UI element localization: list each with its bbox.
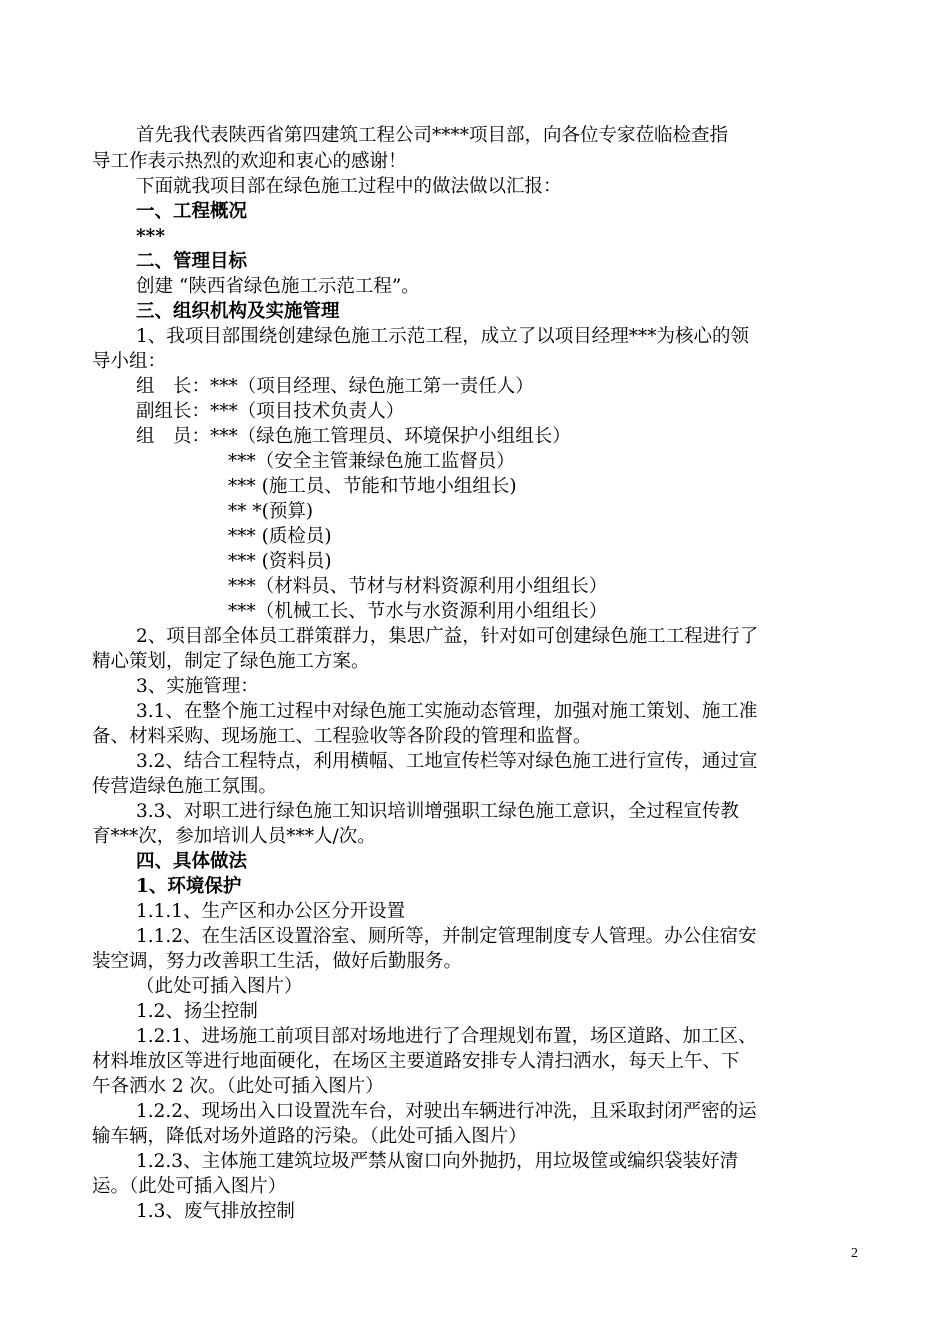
paragraph-line: 育***次，参加培训人员***人/次。 — [92, 826, 376, 847]
paragraph-line: 1.2.2、现场出入口设置洗车台，对驶出车辆进行冲洗，且采取封闭严密的运 — [136, 1101, 757, 1122]
member-line: 副组长：***（项目技术负责人） — [136, 401, 405, 422]
paragraph-line: 备、材料采购、现场施工、工程验收等各阶段的管理和监督。 — [92, 726, 592, 747]
member-line: ***（材料员、节材与材料资源利用小组组长） — [228, 576, 608, 597]
paragraph-line: 2、项目部全体员工群策群力，集思广益，针对如可创建绿色施工工程进行了 — [136, 626, 759, 647]
paragraph-line: 精心策划，制定了绿色施工方案。 — [92, 651, 370, 672]
member-line: ***（安全主管兼绿色施工监督员） — [228, 451, 515, 472]
paragraph-line: 输车辆，降低对场外道路的污染。（此处可插入图片） — [92, 1126, 527, 1147]
member-line: ** *(预算) — [228, 501, 314, 522]
paragraph-line: 装空调，努力改善职工生活，做好后勤服务。 — [92, 951, 463, 972]
paragraph-line: 1.1.2、在生活区设置浴室、厕所等，并制定管理制度专人管理。办公住宿安 — [136, 926, 757, 947]
paragraph-line: 下面就我项目部在绿色施工过程中的做法做以汇报： — [136, 176, 562, 197]
paragraph-line: 1.3、废气排放控制 — [136, 1201, 295, 1222]
section-heading: 四、具体做法 — [136, 851, 248, 872]
section-heading: 三、组织机构及实施管理 — [136, 301, 340, 322]
subsection-heading: 1、环境保护 — [136, 876, 242, 897]
paragraph-line: 1.2.1、进场施工前项目部对场地进行了合理规划布置，场区道路、加工区、 — [136, 1026, 757, 1047]
paragraph-line: 午各洒水 2 次。（此处可插入图片） — [92, 1076, 384, 1097]
member-line: 组 员：***（绿色施工管理员、环境保护小组组长） — [136, 426, 571, 447]
paragraph-line: 3.2、结合工程特点，利用横幅、工地宣传栏等对绿色施工进行宣传，通过宣 — [136, 751, 758, 772]
paragraph-line: 导小组： — [92, 351, 167, 372]
paragraph-line: 导工作表示热烈的欢迎和衷心的感谢！ — [92, 151, 407, 172]
paragraph-line: 1.2、扬尘控制 — [136, 1001, 258, 1022]
paragraph-line: 3.3、对职工进行绿色施工知识培训增强职工绿色施工意识，全过程宣传教 — [136, 801, 739, 822]
image-placeholder-note: （此处可插入图片） — [136, 976, 303, 997]
member-line: 组 长：***（项目经理、绿色施工第一责任人） — [136, 376, 534, 397]
member-line: *** (质检员) — [228, 526, 332, 547]
paragraph-line: 1.2.3、主体施工建筑垃圾严禁从窗口向外抛扔，用垃圾筐或编织袋装好清 — [136, 1151, 739, 1172]
section-heading: 二、管理目标 — [136, 251, 248, 272]
member-line: ***（机械工长、节水与水资源利用小组组长） — [228, 601, 608, 622]
section-heading: 一、工程概况 — [136, 201, 248, 222]
paragraph-line: 传营造绿色施工氛围。 — [92, 776, 278, 797]
paragraph-line: 运。（此处可插入图片） — [92, 1176, 287, 1197]
paragraph-line: 3、实施管理： — [136, 676, 259, 697]
paragraph-line: 1、我项目部围绕创建绿色施工示范工程，成立了以项目经理***为核心的领 — [136, 326, 750, 347]
paragraph-line: 创建 “陕西省绿色施工示范工程”。 — [136, 276, 420, 297]
page-number: 2 — [851, 1246, 858, 1261]
paragraph-line: 首先我代表陕西省第四建筑工程公司****项目部，向各位专家莅临检查指 — [136, 125, 729, 146]
paragraph-line: *** — [136, 226, 166, 247]
paragraph-line: 3.1、在整个施工过程中对绿色施工实施动态管理，加强对施工策划、施工准 — [136, 701, 758, 722]
member-line: *** (资料员) — [228, 551, 332, 572]
member-line: *** (施工员、节能和节地小组组长) — [228, 476, 517, 497]
paragraph-line: 材料堆放区等进行地面硬化，在场区主要道路安排专人清扫洒水，每天上午、下 — [92, 1051, 740, 1072]
paragraph-line: 1.1.1、生产区和办公区分开设置 — [136, 901, 406, 922]
